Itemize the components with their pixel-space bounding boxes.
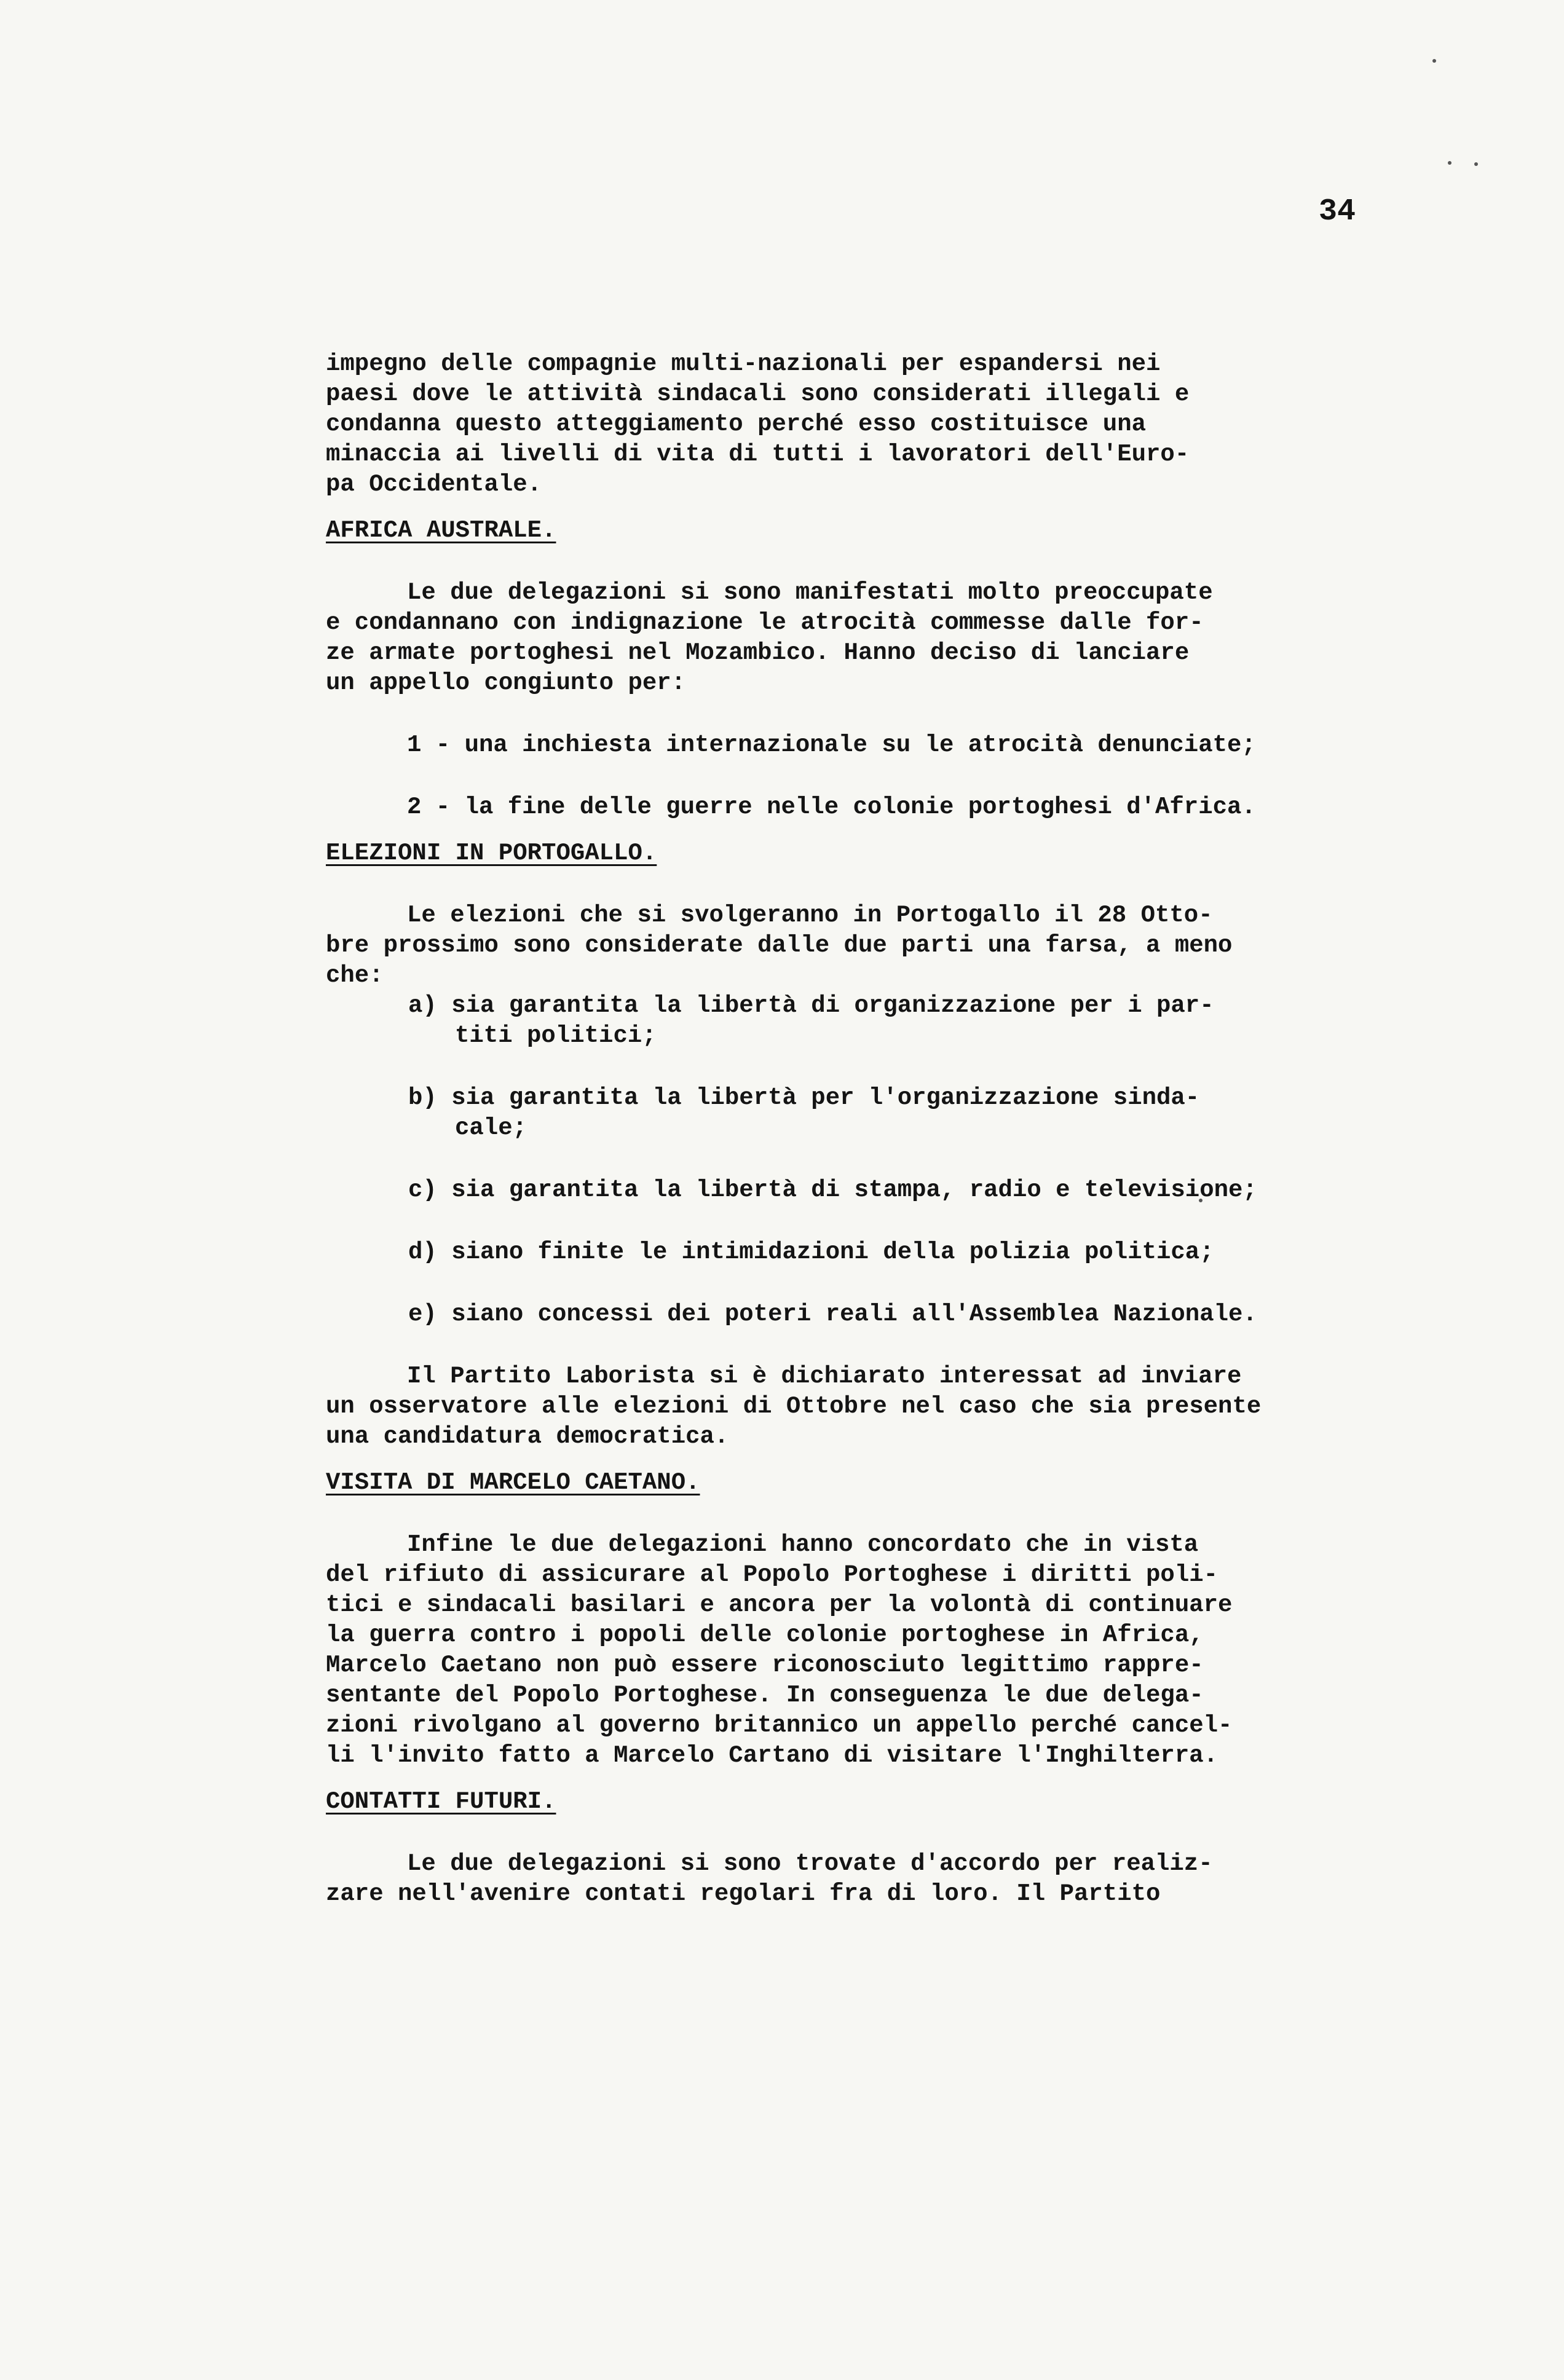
scan-speck — [1432, 59, 1436, 63]
text-line: ze armate portoghesi nel Mozambico. Hanno deciso di lanciare — [326, 639, 1190, 666]
elezioni-closing — [326, 1361, 1371, 1452]
text-line: Le due delegazioni si sono manifestati molto preoccupate — [407, 579, 1213, 606]
text-line: li l'invito fatto a Marcelo Cartano di visitare l'Inghilterra. — [326, 1742, 1218, 1769]
africa-paragraph — [326, 578, 1371, 698]
scan-speck — [1474, 162, 1478, 166]
text-line: condanna questo atteggiamento perché esso costituisce una — [326, 411, 1147, 438]
document-body — [326, 349, 1371, 1909]
text-line: paesi dove le attività sindacali sono considerati illegali e — [326, 380, 1190, 408]
list-item: 1 - una inchiesta internazionale su le atrocità denunciate; — [407, 731, 1256, 759]
section-heading-contatti: CONTATTI FUTURI. — [326, 1788, 556, 1815]
text-line: minaccia ai livelli di vita di tutti i lavoratori dell'Euro- — [326, 441, 1190, 468]
section-heading-elezioni: ELEZIONI IN PORTOGALLO. — [326, 840, 657, 867]
text-line: del rifiuto di assicurare al Popolo Portoghese i diritti poli- — [326, 1561, 1218, 1588]
intro-paragraph — [326, 349, 1371, 500]
text-line: un osservatore alle elezioni di Ottobre nel caso che sia presente — [326, 1393, 1262, 1420]
text-line: zare nell'avenire contati regolari fra di loro. Il Partito — [326, 1880, 1161, 1907]
condition-line: titi politici; — [455, 1022, 657, 1049]
condition-b — [326, 1083, 1371, 1143]
condition-e: e) siano concessi dei poteri reali all'Assemblea Nazionale. — [408, 1301, 1257, 1328]
text-line: che: — [326, 962, 384, 989]
condition-line: b) sia garantita la libertà per l'organizzazione sinda- — [408, 1084, 1200, 1111]
text-line: Marcelo Caetano non può essere riconosciuto legittimo rappre- — [326, 1652, 1204, 1679]
text-line: impegno delle compagnie multi-nazionali per espandersi nei — [326, 350, 1161, 377]
condition-c: c) sia garantita la libertà di stampa, radio e televisione; — [408, 1176, 1257, 1204]
text-line: pa Occidentale. — [326, 471, 542, 498]
visita-paragraph — [326, 1530, 1371, 1771]
text-line: Le due delegazioni si sono trovate d'accordo per realiz- — [407, 1850, 1213, 1877]
text-line: un appello congiunto per: — [326, 669, 686, 696]
text-line: una candidatura democratica. — [326, 1423, 729, 1450]
condition-line: cale; — [455, 1114, 527, 1141]
contatti-paragraph — [326, 1849, 1371, 1909]
scan-speck — [1448, 161, 1451, 165]
text-line: tici e sindacali basilari e ancora per la volontà di continuare — [326, 1591, 1233, 1618]
text-line: Il Partito Laborista si è dichiarato interessat ad inviare — [407, 1363, 1242, 1390]
elezioni-paragraph — [326, 900, 1371, 991]
list-item: 2 - la fine delle guerre nelle colonie portoghesi d'Africa. — [407, 794, 1256, 821]
text-line: la guerra contro i popoli delle colonie portoghese in Africa, — [326, 1621, 1204, 1649]
condition-d: d) siano finite le intimidazioni della polizia politica; — [408, 1239, 1214, 1266]
text-line: sentante del Popolo Portoghese. In conseguenza le due delega- — [326, 1682, 1204, 1709]
text-line: Le elezioni che si svolgeranno in Portogallo il 28 Otto- — [407, 902, 1213, 929]
page-number: 34 — [1319, 194, 1356, 229]
text-line: e condannano con indignazione le atrocità commesse dalle for- — [326, 609, 1204, 636]
text-line: zioni rivolgano al governo britannico un appello perché cancel- — [326, 1712, 1233, 1739]
condition-a — [326, 991, 1371, 1051]
section-heading-africa: AFRICA AUSTRALE. — [326, 517, 556, 544]
text-line: bre prossimo sono considerate dalle due parti una farsa, a meno — [326, 932, 1233, 959]
condition-line: a) sia garantita la libertà di organizzazione per i par- — [408, 992, 1214, 1019]
text-line: Infine le due delegazioni hanno concordato che in vista — [407, 1531, 1199, 1558]
section-heading-visita: VISITA DI MARCELO CAETANO. — [326, 1469, 700, 1496]
